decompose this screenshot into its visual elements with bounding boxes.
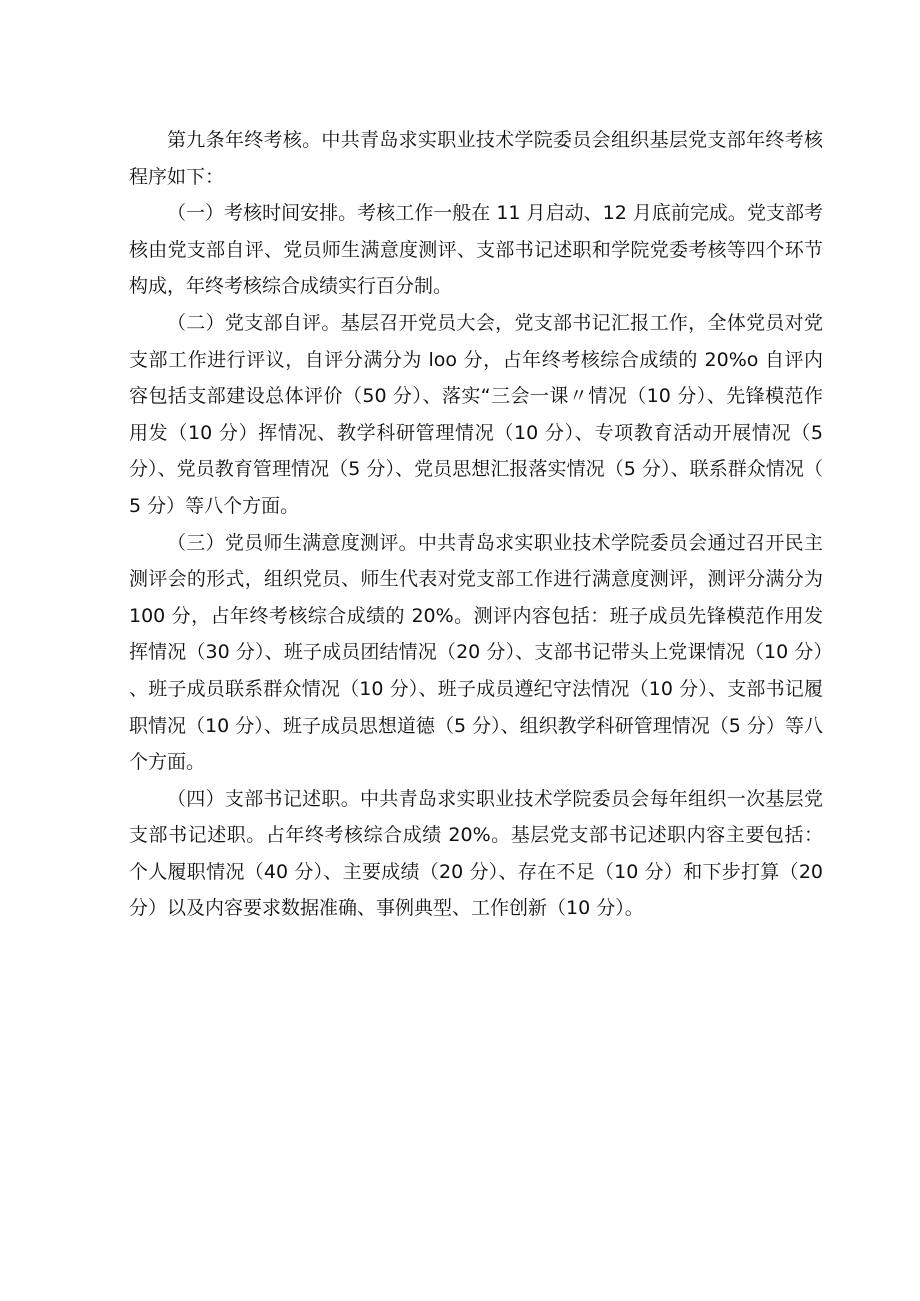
paragraph-schedule: （一）考核时间安排。考核工作一般在 11 月启动、12 月底前完成。党支部考核由党支部自评、党员师生满意度测评、支部书记述职和学院党委考核等四个环节构成，年终考核综合成绩实行百分制。 [129, 202, 823, 298]
document-body [129, 122, 823, 927]
paragraph-satisfaction-survey: （三）党员师生满意度测评。中共青岛求实职业技术学院委员会通过召开民主测评会的形式，组织党员、师生代表对党支部工作进行满意度测评，测评分满分为 100 分，占年终考核综合成绩的 20%。测评内容包括：班子成员先锋模范作用发挥情况（30 分）、班子成员团结情况（20 分）、支部书记带头上党课情况（10 分）、班子成员联系群众情况（10 分）、班子成员遵纪守法情况（10 分）、支部书记履职情况（10 分）、班子成员思想道德（5 分）、组织教学科研管理情况（5 分）等八个方面。 [129, 531, 823, 774]
paragraph-self-evaluation: （二）党支部自评。基层召开党员大会，党支部书记汇报工作，全体党员对党支部工作进行评议，自评分满分为 loo 分，占年终考核综合成绩的 20%o 自评内容包括支部建设总体评价（50 分）、落实“三会一课〃情况（10 分）、先锋模范作用发（10 分）挥情况、教学科研管理情况（10 分）、专项教育活动开展情况（5 分）、党员教育管理情况（5 分）、党员思想汇报落实情况（5 分）、联系群众情况（5 分）等八个方面。 [129, 311, 823, 517]
paragraph-article-nine: 第九条年终考核。中共青岛求实职业技术学院委员会组织基层党支部年终考核程序如下： [129, 129, 823, 188]
paragraph-secretary-report: （四）支部书记述职。中共青岛求实职业技术学院委员会每年组织一次基层党支部书记述职。占年终考核综合成绩 20%。基层党支部书记述职内容主要包括：个人履职情况（40 分）、主要成绩（20 分）、存在不足（10 分）和下步打算（20 分）以及内容要求数据准确、事例典型、工作创新（10 分）。 [129, 787, 823, 920]
